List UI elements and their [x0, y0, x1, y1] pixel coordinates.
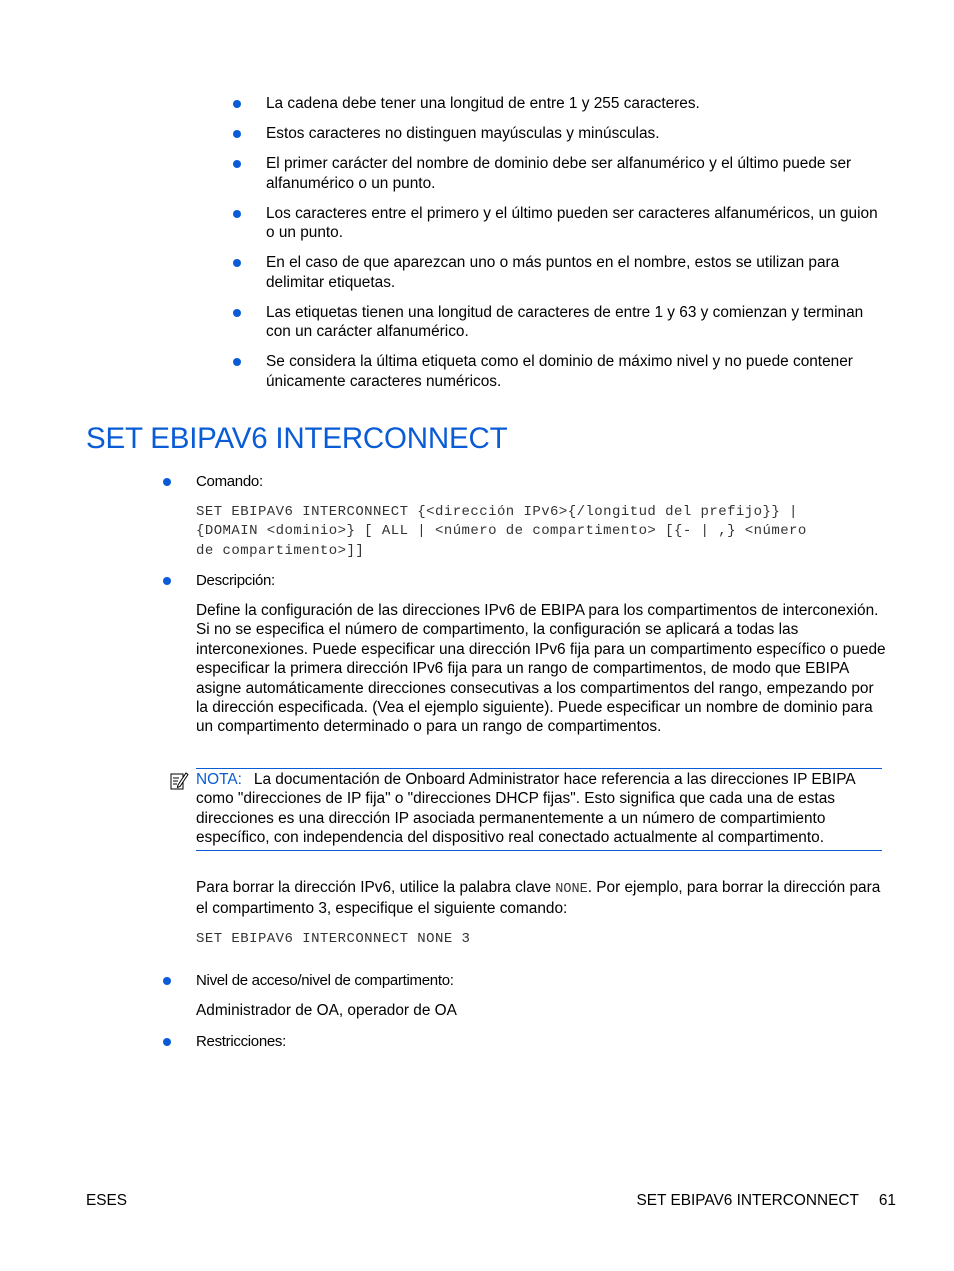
- note-text: La documentación de Onboard Administrator hace referencia a las direcciones IP EBIPA como "direcciones de IP fija" o "direcciones DHCP fijas". Esto significa que cada una de estas direcciones es una dirección IP asociada permanentemente a un número de compartimiento específico, con independencia del dispositivo real conectado actualmente al compartimento.: [196, 771, 855, 847]
- restricciones-label: Restricciones:: [196, 1032, 886, 1052]
- bullet-icon: [233, 210, 241, 218]
- bullet-icon: [163, 577, 171, 585]
- bullet-icon: [233, 100, 241, 108]
- domain-rules-list: [266, 94, 886, 402]
- bullet-icon: [163, 1038, 171, 1046]
- bullet-icon: [233, 160, 241, 168]
- bullet-icon: [233, 309, 241, 317]
- comando-syntax: SET EBIPAV6 INTERCONNECT {<dirección IPv6>{/longitud del prefijo}} | {DOMAIN <dominio>} [ ALL | <número de compartimento> [{- | ,} <número de compartimento>]]: [196, 503, 807, 559]
- restricciones-section: [196, 1032, 886, 1052]
- none-keyword: NONE: [555, 882, 588, 897]
- note-label: NOTA:: [196, 771, 242, 788]
- descripcion-label: Descripción:: [196, 571, 886, 591]
- section-heading: SET EBIPAV6 INTERCONNECT: [86, 422, 508, 455]
- borrar-section: [196, 878, 886, 949]
- borrar-command: SET EBIPAV6 INTERCONNECT NONE 3: [196, 930, 471, 947]
- list-item: Las etiquetas tienen una longitud de caracteres de entre 1 y 63 y comienzan y terminan con un carácter alfanumérico.: [266, 303, 886, 342]
- acceso-section: [196, 971, 886, 1020]
- list-item: El primer carácter del nombre de dominio debe ser alfanumérico y el último puede ser alfanumérico o un punto.: [266, 154, 886, 193]
- note-box: [196, 768, 882, 851]
- list-item: Estos caracteres no distinguen mayúsculas y minúsculas.: [266, 124, 886, 144]
- list-item: En el caso de que aparezcan uno o más puntos en el nombre, estos se utilizan para delimitar etiquetas.: [266, 253, 886, 292]
- bullet-icon: [233, 358, 241, 366]
- acceso-text: Administrador de OA, operador de OA: [196, 1002, 457, 1019]
- footer-locale: ESES: [86, 1192, 128, 1209]
- list-item: Los caracteres entre el primero y el último pueden ser caracteres alfanuméricos, un guion o un punto.: [266, 204, 886, 243]
- descripcion-section: [196, 571, 886, 737]
- list-item: La cadena debe tener una longitud de entre 1 y 255 caracteres.: [266, 94, 886, 114]
- footer-title: SET EBIPAV6 INTERCONNECT 61: [636, 1192, 896, 1209]
- page-number: 61: [878, 1192, 896, 1209]
- comando-section: [196, 472, 886, 561]
- bullet-icon: [233, 259, 241, 267]
- acceso-label: Nivel de acceso/nivel de compartimento:: [196, 971, 886, 991]
- bullet-icon: [233, 130, 241, 138]
- list-item: Se considera la última etiqueta como el dominio de máximo nivel y no puede contener únicamente caracteres numéricos.: [266, 352, 886, 391]
- borrar-text: Para borrar la dirección IPv6, utilice la palabra clave NONE. Por ejemplo, para borrar la dirección para el compartimento 3, especifique el siguiente comando:: [196, 879, 881, 918]
- comando-label: Comando:: [196, 472, 886, 492]
- descripcion-text: Define la configuración de las direcciones IPv6 de EBIPA para los compartimentos de interconexión. Si no se especifica el número de compartimento, la configuración se aplicará a todas las interconexiones. Puede especificar una dirección IPv6 fija para un compartimento específico o puede especificar la primera dirección IPv6 fija para un rango de compartimentos, de modo que EBIPA asigne automáticamente direcciones consecutivas a los compartimentos del rango, empezando por la dirección especificada. (Vea el ejemplo siguiente). Puede especificar un nombre de dominio para un compartimento determinado o para un rango de compartimentos.: [196, 602, 886, 736]
- note-icon: [169, 771, 189, 791]
- bullet-icon: [163, 977, 171, 985]
- bullet-icon: [163, 478, 171, 486]
